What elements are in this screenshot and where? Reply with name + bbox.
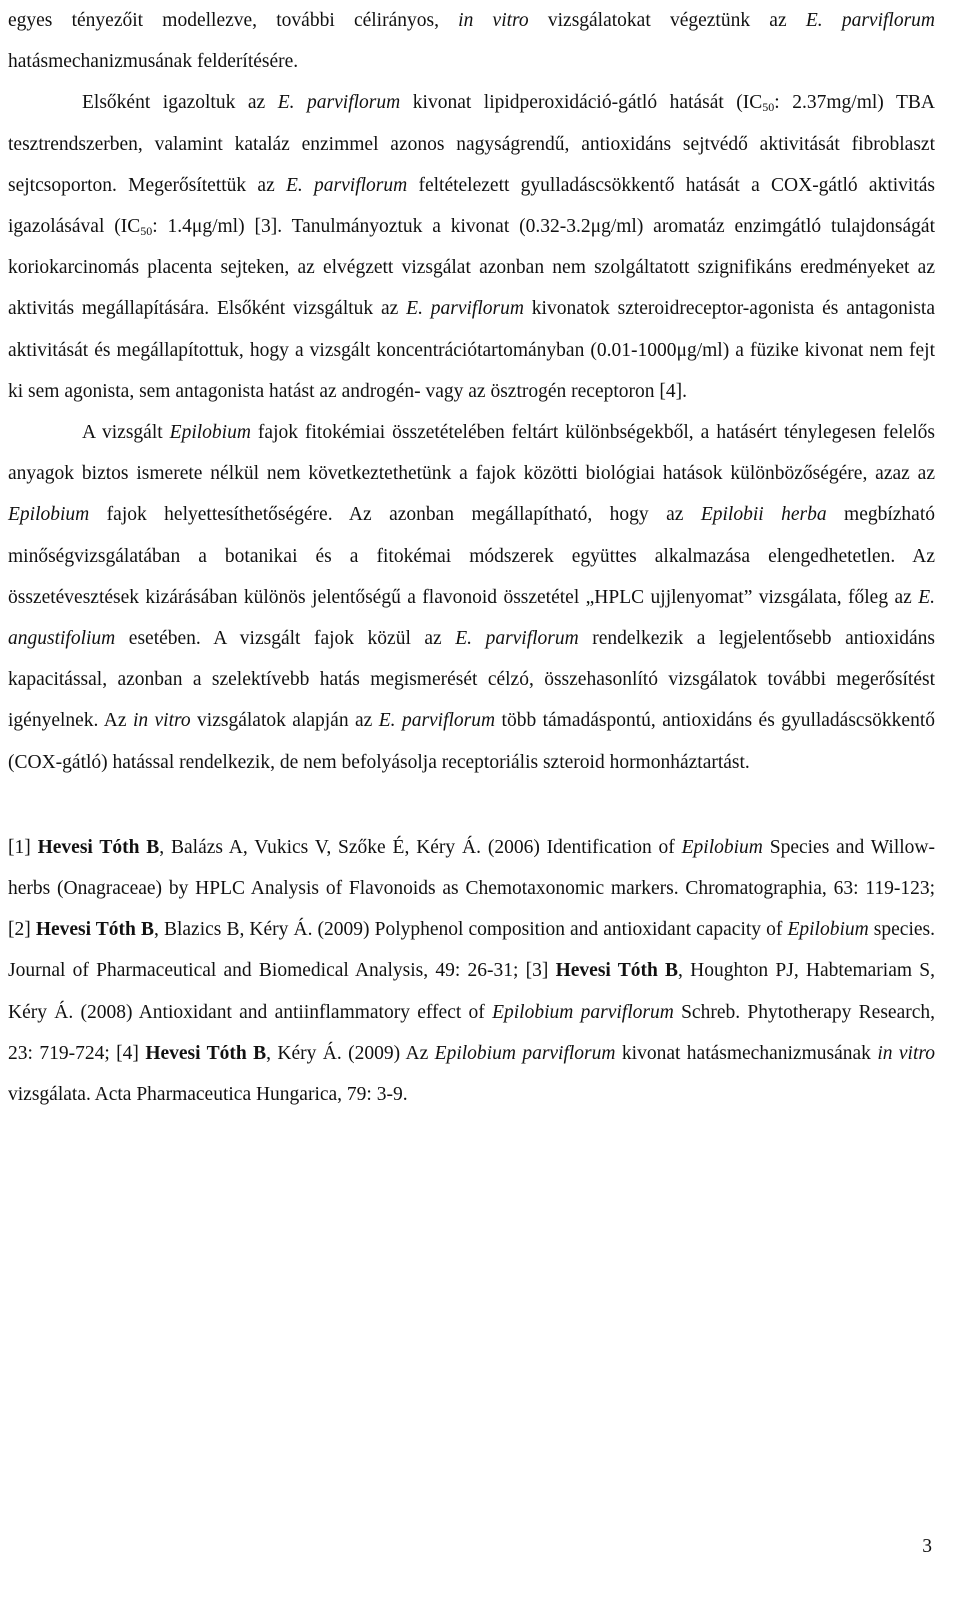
text-span: , Blazics B, Kéry Á. (2009) Polyphenol composition and antioxidant capacity of [154, 919, 788, 941]
text-span: Elsőként igazoltuk az [82, 92, 278, 114]
subscript: 50 [140, 224, 153, 239]
text-span: : 2.37mg/ml) TBA tesztrendszerben, valamint kataláz enzimmel azonos nagyságrendű, antioxidáns sejtvédő aktivitását fibroblaszt sejtcsoporton. Megerősítettük az [8, 92, 935, 196]
text-span: vizsgálatok alapján az [190, 710, 379, 732]
text-span: Schreb. Phytotherapy Research, 23: 719-724; [4] [8, 1001, 935, 1064]
author-bold: Hevesi Tóth B [37, 836, 160, 858]
genus-name: Epilobium [169, 422, 251, 444]
text-span: fajok helyettesíthetőségére. Az azonban megállapítható, hogy az [89, 504, 701, 526]
paragraph-conclusion [8, 412, 935, 783]
species-name: E. parviflorum [805, 10, 935, 31]
text-span: , Kéry Á. (2009) Az [266, 1042, 435, 1064]
text-span: , Balázs A, Vukics V, Szőke É, Kéry Á. (2006) Identification of [159, 836, 682, 858]
species-name: E. angustifolium [8, 586, 935, 650]
italic-term: in vitro [877, 1042, 935, 1064]
species-name: Epilobium parviflorum [492, 1001, 674, 1023]
paragraph-results [8, 82, 935, 412]
text-span: Species and Willow-herbs (Onagraceae) by HPLC Analysis of Flavonoids as Chemotaxonomic markers. Chromatographia, 63: 119-123; [2] [8, 836, 936, 941]
text-span: fajok fitokémiai összetételében feltárt különbségekből, a hatásért ténylegesen felelős anyagok biztos ismerete nélkül nem következtethetünk a fajok közötti biológiai hatások különbözőségére, azaz az [8, 422, 935, 485]
genus-name: Epilobium [681, 836, 763, 858]
text-span: A vizsgált [82, 422, 170, 444]
text-span: vizsgálatokat végeztünk az [528, 10, 806, 31]
species-name: E. parviflorum [277, 92, 401, 114]
text-span: megbízható minőségvizsgálatában a botanikai és a fitokémai módszerek együttes alkalmazása elengedhetetlen. Az összetévesztések kizárásában különös jelentőségű a flavonoid összetétel „HPLC ujjlenyomat” vizsgálata, főleg az [8, 504, 936, 608]
text-span: hatásmechanizmusának felderítésére. [8, 51, 299, 73]
species-name: Epilobium parviflorum [434, 1042, 616, 1064]
reference-number: [1] [8, 836, 38, 858]
document-page [8, 0, 935, 1115]
text-span: rendelkezik a legjelentősebb antioxidáns kapacitással, azonban a szelektívebb hatás megismerését célzó, összehasonlító vizsgálatok további megerősítést igényelnek. Az [8, 628, 935, 732]
author-bold: Hevesi Tóth B [145, 1042, 267, 1064]
text-span: egyes tényezőit modellezve, további célirányos, [8, 10, 459, 31]
text-span: több támadáspontú, antioxidáns és gyulladáscsökkentő (COX-gátló) hatással rendelkezik, de nem befolyásolja receptoriális szteroid hormonháztartást. [8, 710, 935, 773]
text-span: kivonatok szteroidreceptor-agonista és antagonista aktivitását és megállapítottuk, hogy a vizsgált koncentrációtartományban (0.01-1000μg/ml) a füzike kivonat nem fejt ki sem agonista, sem antagonista hatást az androgén- vagy az ösztrogén receptoron [4]. [8, 298, 935, 402]
species-name: E. parviflorum [286, 174, 408, 196]
text-span: vizsgálata. Acta Pharmaceutica Hungarica, 79: 3-9. [8, 1084, 408, 1106]
references [8, 827, 935, 1115]
subscript: 50 [762, 100, 775, 115]
text-span: kivonat hatásmechanizmusának [615, 1042, 878, 1064]
italic-term: in vitro [132, 710, 191, 732]
genus-name: Epilobium [8, 504, 90, 526]
page-number: 3 [922, 1536, 932, 1557]
drug-name: Epilobii herba [700, 504, 827, 526]
text-span: species. Journal of Pharmaceutical and Biomedical Analysis, 49: 26-31; [3] [8, 919, 935, 982]
text-span: esetében. A vizsgált fajok közül az [115, 628, 456, 650]
text-span: : 1.4μg/ml) [3]. Tanulmányoztuk a kivonat (0.32-3.2μg/ml) aromatáz enzimgátló tulajdonságát koriokarcinomás placenta sejteken, az elvégzett vizsgálat azonban nem szolgáltatott szignifikáns eredményeket az aktivitás megállapítására. Elsőként vizsgáltuk az [8, 216, 935, 320]
genus-name: Epilobium [787, 919, 869, 941]
italic-term: in vitro [458, 10, 529, 31]
text-span: feltételezett gyulladáscsökkentő hatását a COX-gátló aktivitás igazolásával (IC [8, 174, 935, 238]
author-bold: Hevesi Tóth B [555, 960, 679, 982]
species-name: E. parviflorum [406, 298, 524, 320]
text-span: , Houghton PJ, Habtemariam S, Kéry Á. (2008) Antioxidant and antiinflammatory effect of [8, 960, 935, 1023]
species-name: E. parviflorum [378, 710, 496, 732]
paragraph-intro [8, 0, 935, 82]
text-span: kivonat lipidperoxidáció-gátló hatását (IC [400, 92, 763, 114]
author-bold: Hevesi Tóth B [35, 919, 154, 941]
species-name: E. parviflorum [455, 628, 579, 650]
